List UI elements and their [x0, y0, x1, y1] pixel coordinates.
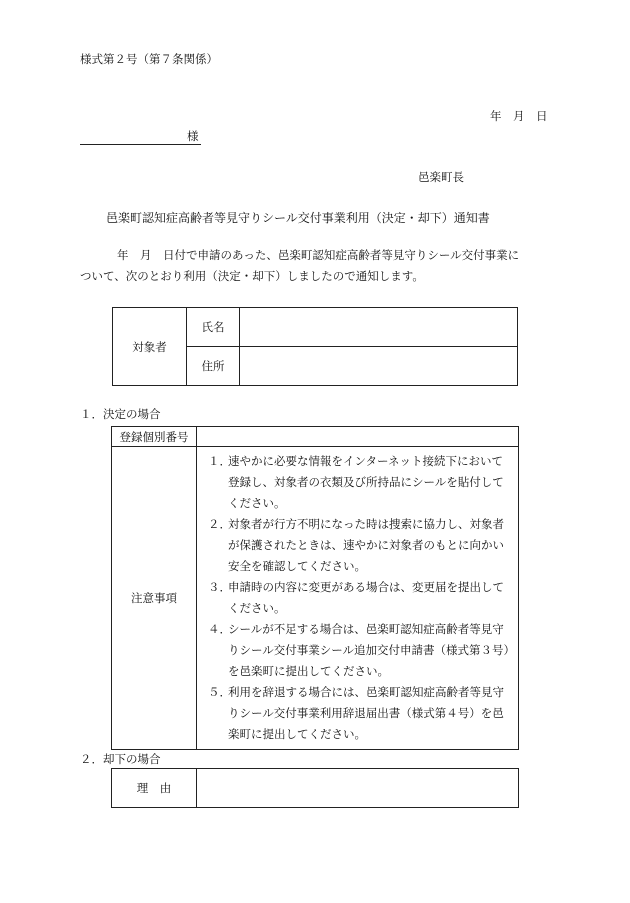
- reason-value-cell: [197, 769, 519, 808]
- registration-number-value: [197, 427, 519, 447]
- note-item: ５． 利用を辞退する場合には、邑楽町認知症高齢者等見守りシール交付事業利用辞退届出書（様式第４号）を邑楽町に提出してください。: [208, 685, 504, 741]
- notes-label: 注意事項: [112, 447, 197, 750]
- rejection-heading: ２．却下の場合: [80, 752, 161, 766]
- note-item: ２． 対象者が行方不明になった時は捜索に協力し、対象者が保護されたときは、速やかに対象者のもとに向かい安全を確認してください。: [208, 517, 504, 573]
- name-value-cell: [240, 308, 518, 347]
- addressee-underline: [80, 144, 201, 145]
- rejection-table: [111, 768, 519, 808]
- reason-label: 理 由: [112, 769, 197, 808]
- note-item: ４． シールが不足する場合は、邑楽町認知症高齢者等見守りシール交付事業シール追加交付申請書（様式第３号）を邑楽町に提出してください。: [208, 622, 510, 678]
- note-item: １． 速やかに必要な情報をインターネット接続下において登録し、対象者の衣類及び所持品にシールを貼付してください。: [208, 454, 504, 510]
- document-title: 邑楽町認知症高齢者等見守りシール交付事業利用（決定・却下）通知書: [106, 211, 490, 225]
- address-label: 住所: [187, 347, 240, 386]
- body-line-1: 年 月 日付で申請のあった、邑楽町認知症高齢者等見守りシール交付事業に: [117, 248, 520, 262]
- note-item: ３． 申請時の内容に変更がある場合は、変更届を提出してください。: [208, 580, 504, 615]
- target-header: 対象者: [113, 308, 187, 386]
- target-table: [112, 307, 518, 386]
- date-line: 年 月 日: [490, 109, 548, 123]
- registration-number-label: 登録個別番号: [112, 427, 197, 447]
- sender: 邑楽町長: [418, 170, 464, 184]
- decision-table: [111, 426, 519, 750]
- name-label: 氏名: [187, 308, 240, 347]
- decision-heading: １．決定の場合: [80, 407, 161, 421]
- body-line-2: ついて、次のとおり利用（決定・却下）しましたので通知します。: [80, 269, 424, 283]
- addressee-suffix: 様: [187, 129, 199, 143]
- form-number: 様式第２号（第７条関係）: [80, 52, 218, 66]
- notes-list: [197, 447, 519, 750]
- address-value-cell: [240, 347, 518, 386]
